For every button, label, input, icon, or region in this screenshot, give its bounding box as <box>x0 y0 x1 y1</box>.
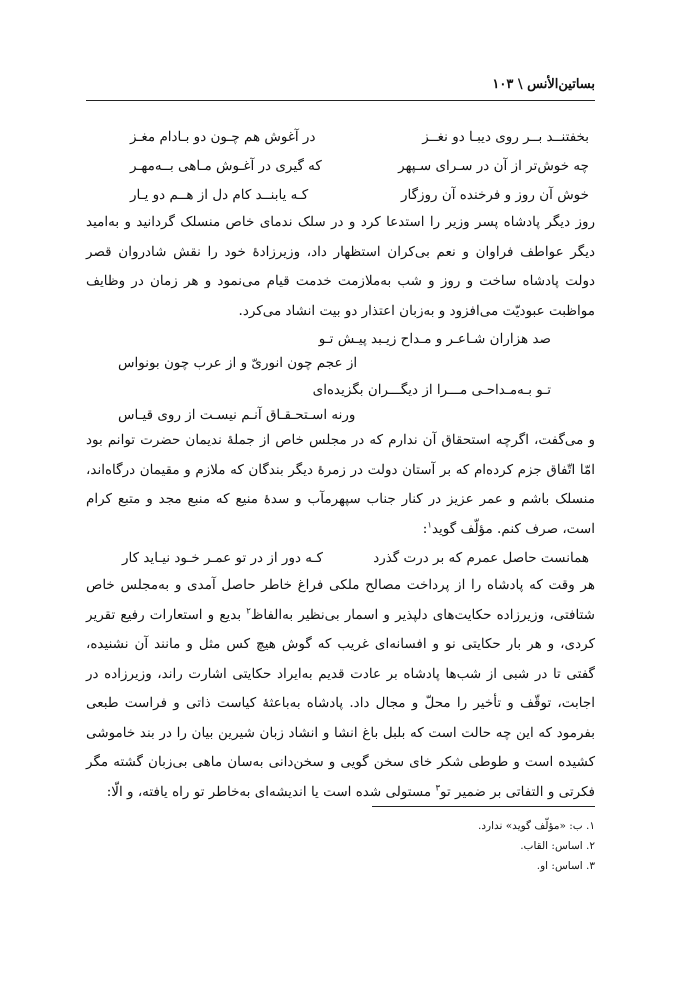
hemistich: صد هزاران شـاعـر و مـداح زیـبد پیـش تـو <box>318 331 551 347</box>
hemistich-right: بخفتنــد بــر روی دیبـا دو نغــز <box>422 129 589 145</box>
hemistich-left: کـه دور از در تو عمـر خـود نیـاید کار <box>122 550 323 566</box>
footnote-ref: ۳ <box>435 783 441 793</box>
couplet <box>130 153 589 179</box>
running-title: بساتین‌الأنس \ ۱۰۳ <box>492 77 595 92</box>
couplet <box>130 124 589 150</box>
paragraph-text-end: : <box>422 520 428 537</box>
footnote: ۳. اساس: او. <box>536 860 595 872</box>
footnote-ref: ۲ <box>246 606 251 616</box>
hemistich-left: در آغوش هم چـون دو بـادام مغـز <box>130 129 316 145</box>
couplet <box>122 545 589 571</box>
hemistich: تـو بـه‌مـداحـی مـــرا از دیگـــران بگزیده‌ای <box>312 382 551 398</box>
prose-paragraph: روز دیگر پادشاه پسر وزیر را استدعا کرد و در سلک ندمای خاص منسلک گردانید و به‌امید دیگر عواطف فراوان و نعم بی‌کران استظهار داد، وزیرزادهٔ خود را نقش شادروان قصر دولت پادشاه ساخت و روز و شب به‌ملازمت خدمت قیام می‌نمود و هر زمان در وظایف مواظبت عبودیّت می‌افزود و به‌زبان اعتذار دو بیت انشاد می‌کرد. <box>86 214 595 319</box>
footnote: ۲. اساس: القاب. <box>520 840 595 852</box>
hemistich-left: که گیری در آغـوش مـاهی بــه‌مهـر <box>130 158 322 174</box>
page-header <box>86 74 595 101</box>
footnote: ۱. ب: «مؤلّف گوید» ندارد. <box>477 820 595 832</box>
hemistich-right: همانست حاصل عمرم که بر درت گذرد <box>373 550 589 566</box>
couplet <box>130 182 589 208</box>
prose-paragraph <box>86 426 595 544</box>
paragraph-text: بدیع و استعارات رفیع تقریر کردی، و هر بار حکایتی نو و افسانه‌ای غریب که گوش هیچ کس مثل و مانند آن نشنیده، گفتی تا در شبی از شب‌ها پادشاه بر عادت قدیم به‌ایراد حکایتی اشارت راند، وزیرزاده در اجابت، توقّف و تأخیر را محلّ و مجال داد. پادشاه به‌باعثهٔ کیاست ذاتی و فراست طبعی بفرمود که این چه حالت است که بلبل باغ انشا و انشاد زبان شیرین بیان را در بند خاموشی کشیده است و طوطی شکر خای سخن گویی و سخن‌دانی به‌سان ماهی بی‌زبان گشته مگر فکرتی و التفاتی بر ضمیر تو <box>86 606 595 800</box>
hemistich: ورنه اسـتحـقـاق آنـم نیسـت از روی قیـاس <box>118 407 356 423</box>
paragraph-text: هر وقت که پادشاه را از پرداخت مصالح ملکی فراغ خاطر حاصل آمدی و به‌مجلس خاص شتافتی، وزیرزاده حکایت‌های دلپذیر و اسمار بی‌نظیر به‌الفاظ <box>86 577 595 623</box>
hemistich-right: چه خوش‌تر از آن در سـرای سـپهر <box>398 158 589 174</box>
prose-paragraph <box>86 571 595 807</box>
footnote-ref: ۱ <box>427 520 432 530</box>
hemistich-left: کـه یابنــد کام دل از هــم دو یـار <box>130 187 309 203</box>
hemistich: از عجم چون انوریّ و از عرب چون بونواس <box>118 355 358 371</box>
paragraph-text: مستولی شده است یا اندیشه‌ای به‌خاطر تو راه یافته، و الّا: <box>106 783 436 800</box>
paragraph-text: و می‌گفت، اگرچه استحقاق آن ندارم که در مجلس خاص از جملهٔ ندیمان حضرت توانم بود امّا اتّفاق جزم کرده‌ام که بر آستان دولت در زمرهٔ دیگر بندگان که ملازم و مقیمان درگاه‌اند، منسلک باشم و عمر عزیز در کنار جناب سپهرمآب و سدهٔ منیع که منبع مجد و متبع کرام است، صرف کنم. مؤلّف گوید <box>86 432 595 537</box>
hemistich-right: خوش آن روز و فرخنده آن روزگار <box>400 187 589 203</box>
footnote-separator <box>372 806 595 807</box>
